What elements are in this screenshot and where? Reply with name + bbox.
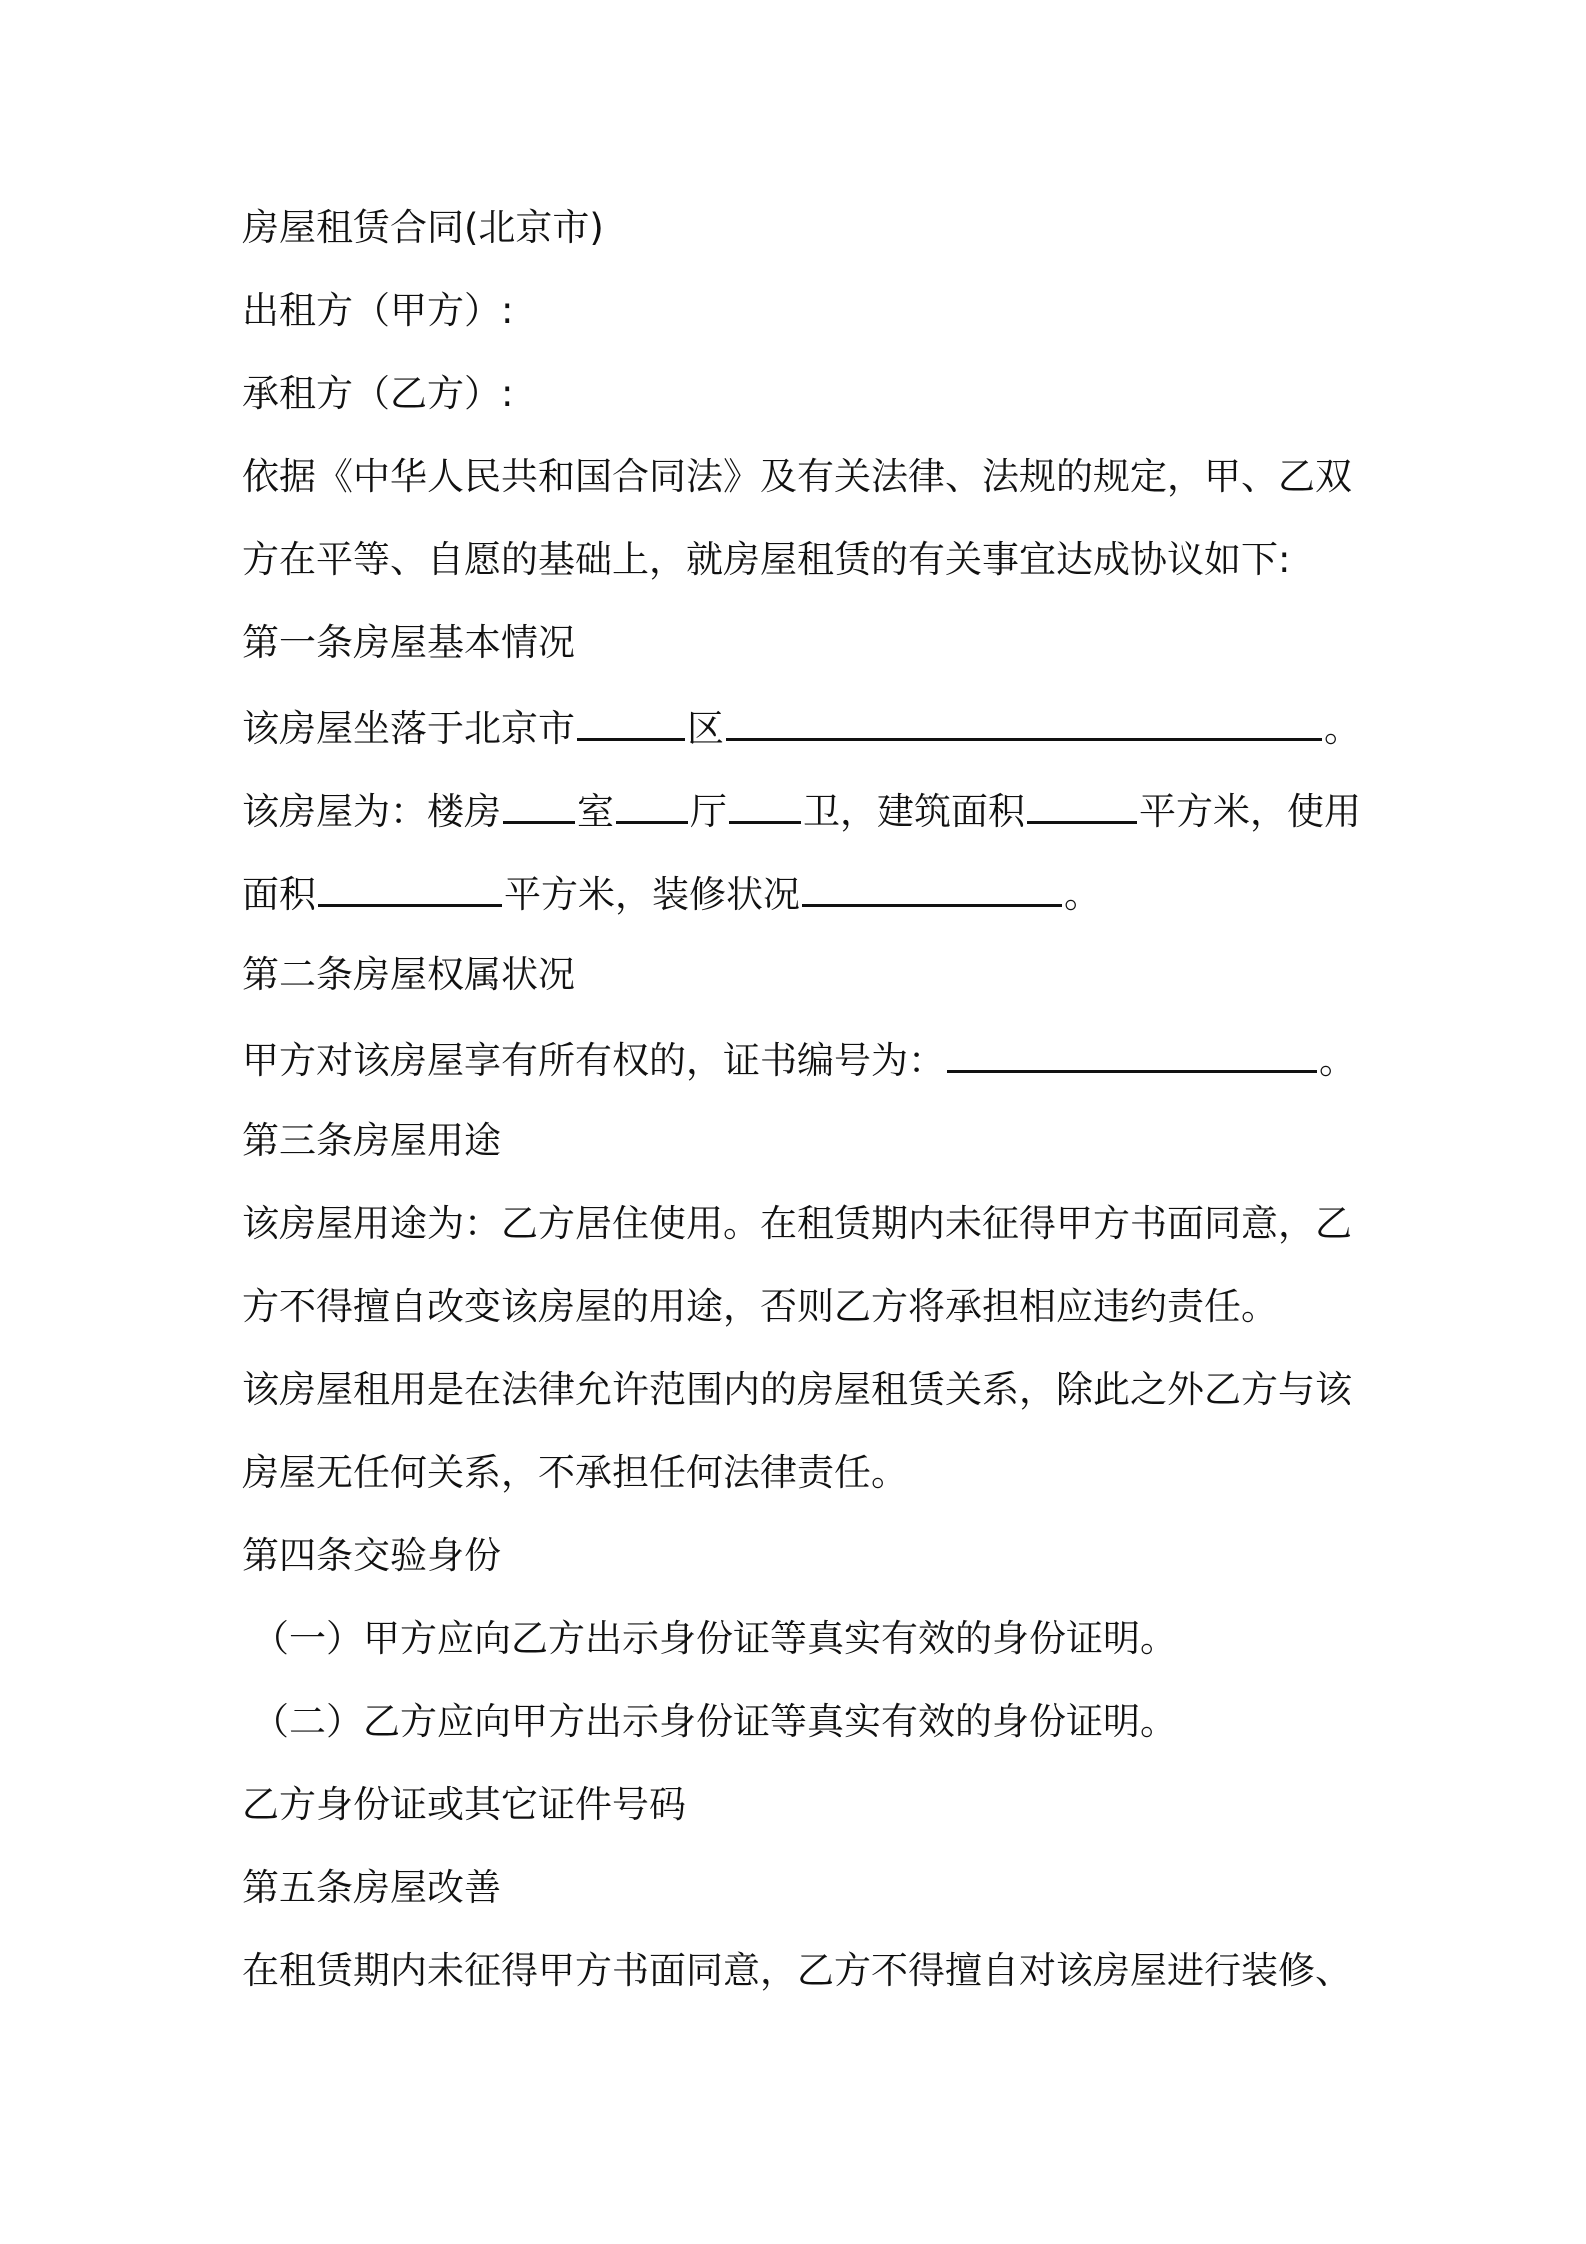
decoration-label: 平方米，装修状况: [504, 873, 800, 916]
bath-count-blank: [729, 787, 801, 824]
house-type-prefix: 该房屋为：楼房: [242, 790, 501, 833]
lessee-id-label: 乙方身份证或其它证件号码: [242, 1783, 686, 1826]
article-2-heading: 第二条房屋权属状况: [242, 953, 575, 996]
usable-area-period: 。: [1064, 873, 1101, 916]
room-count-blank: [503, 787, 575, 824]
certificate-period: 。: [1319, 1039, 1356, 1082]
building-area-blank: [1027, 787, 1137, 824]
hall-label: 厅: [690, 790, 727, 833]
house-type-line: [242, 787, 1361, 834]
usable-area-blank: [318, 870, 502, 907]
intro-line-1: 依据《中华人民共和国合同法》及有关法律、法规的规定，甲、乙双: [242, 455, 1352, 498]
location-period: 。: [1324, 707, 1361, 750]
usage-paragraph-line-1: 该房屋用途为：乙方居住使用。在租赁期内未征得甲方书面同意，乙: [242, 1202, 1352, 1245]
improvement-paragraph-line-1: 在租赁期内未征得甲方书面同意，乙方不得擅自对该房屋进行装修、: [242, 1949, 1352, 1992]
article-3-heading: 第三条房屋用途: [242, 1119, 501, 1162]
usage-paragraph-line-2: 方不得擅自改变该房屋的用途，否则乙方将承担相应违约责任。: [242, 1285, 1278, 1328]
location-prefix: 该房屋坐落于北京市: [242, 707, 575, 750]
lessor-label: 出租方（甲方）:: [242, 289, 514, 332]
certificate-line: [242, 1036, 1356, 1083]
certificate-number-blank: [947, 1036, 1317, 1073]
article-4-heading: 第四条交验身份: [242, 1534, 501, 1577]
article-1-heading: 第一条房屋基本情况: [242, 621, 575, 664]
district-label: 区: [687, 707, 724, 750]
article-5-heading: 第五条房屋改善: [242, 1866, 501, 1909]
contract-title: 房屋租赁合同(北京市): [242, 206, 604, 249]
room-label: 室: [577, 790, 614, 833]
decoration-blank: [802, 870, 1062, 907]
lessee-label: 承租方（乙方）:: [242, 372, 514, 415]
certificate-label: 甲方对该房屋享有所有权的，证书编号为：: [242, 1039, 945, 1082]
usable-area-line: [242, 870, 1101, 917]
building-area-label: 卫，建筑面积: [803, 790, 1025, 833]
intro-line-2: 方在平等、自愿的基础上，就房屋租赁的有关事宜达成协议如下:: [242, 538, 1291, 581]
district-blank: [577, 704, 685, 741]
hall-count-blank: [616, 787, 688, 824]
lease-scope-line-2: 房屋无任何关系，不承担任何法律责任。: [242, 1451, 908, 1494]
address-blank: [726, 704, 1322, 741]
identity-item-2: （二）乙方应向甲方出示身份证等真实有效的身份证明。: [252, 1700, 1177, 1743]
identity-item-1: （一）甲方应向乙方出示身份证等真实有效的身份证明。: [252, 1617, 1177, 1660]
lease-scope-line-1: 该房屋租用是在法律允许范围内的房屋租赁关系，除此之外乙方与该: [242, 1368, 1352, 1411]
usable-area-prefix: 平方米，使用: [1139, 790, 1361, 833]
usable-area-label: 面积: [242, 873, 316, 916]
location-line: [242, 704, 1361, 751]
